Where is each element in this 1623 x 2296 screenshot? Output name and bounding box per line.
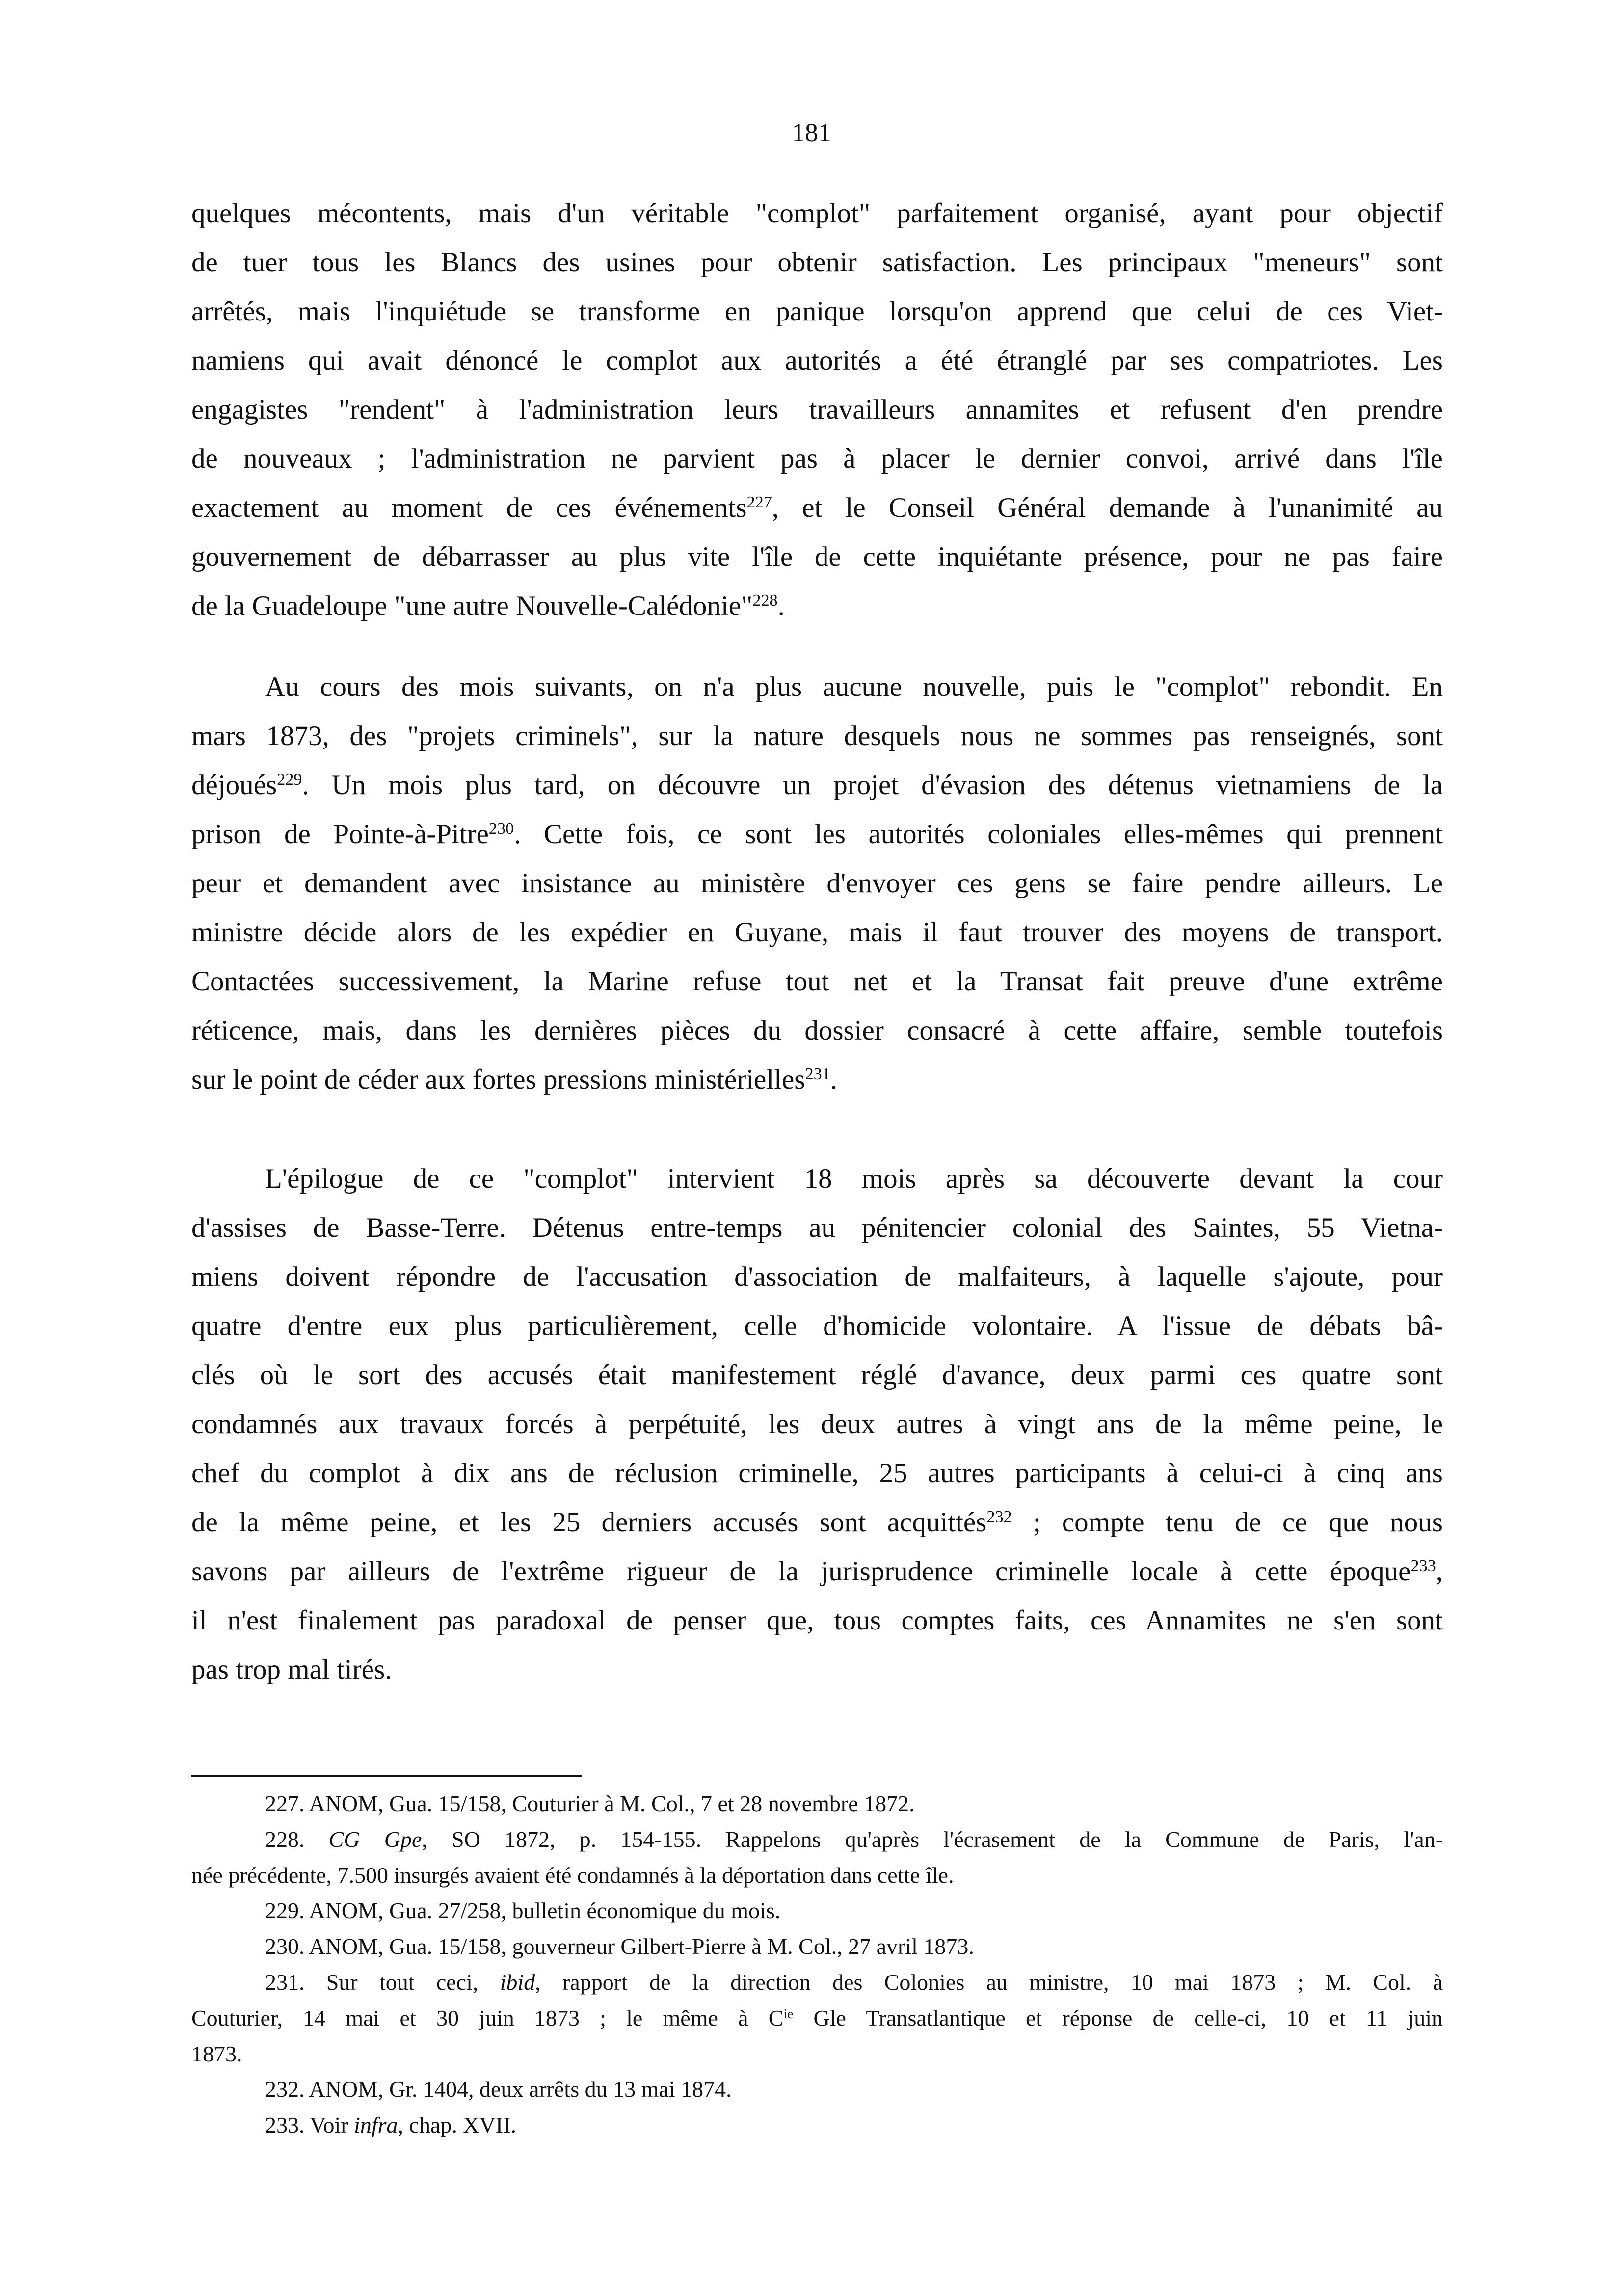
text-run: , et le Conseil Général demande à l'unanimité au bbox=[772, 492, 1443, 523]
text-line bbox=[191, 1965, 1443, 2001]
text-line bbox=[191, 1253, 1443, 1302]
text-run: , SO 1872, p. 154-155. Rappelons qu'après l'écrasement de la Commune de Paris, l'an- bbox=[422, 1826, 1443, 1852]
paragraph bbox=[191, 663, 1443, 1104]
italic-text: infra bbox=[354, 2112, 398, 2138]
text-run: arrêtés, mais l'inquiétude se transforme en panique lorsqu'on apprend que celui de ces Viet- bbox=[191, 296, 1443, 327]
text-run: sur le point de céder aux fortes pressions ministérielles bbox=[191, 1064, 805, 1095]
footnote-reference: 227 bbox=[746, 493, 772, 512]
text-run: Gle Transatlantique et réponse de celle-ci, 10 et 11 juin bbox=[793, 2005, 1443, 2030]
text-line bbox=[191, 712, 1443, 761]
text-line bbox=[191, 957, 1443, 1006]
text-line bbox=[191, 1596, 1443, 1645]
text-run: . bbox=[830, 1064, 838, 1095]
text-run: Couturier, 14 mai et 30 juin 1873 ; le même à C bbox=[191, 2005, 784, 2030]
text-line bbox=[191, 1351, 1443, 1400]
text-run: , bbox=[1436, 1556, 1443, 1587]
text-run: savons par ailleurs de l'extrême rigueur de la jurisprudence criminelle locale à cette époque bbox=[191, 1556, 1411, 1587]
text-line bbox=[191, 1006, 1443, 1055]
footnote bbox=[191, 1786, 1443, 1822]
footnote-reference: 230 bbox=[488, 820, 514, 838]
text-run: de tuer tous les Blancs des usines pour obtenir satisfaction. Les principaux "meneurs" sont bbox=[191, 247, 1443, 278]
text-run: 233. Voir bbox=[265, 2112, 354, 2138]
text-line bbox=[191, 761, 1443, 810]
text-line bbox=[191, 1893, 1443, 1929]
text-run: 228. bbox=[265, 1826, 329, 1852]
text-line bbox=[191, 1645, 1443, 1694]
text-run: mars 1873, des "projets criminels", sur la nature desquels nous ne sommes pas renseignés, sont bbox=[191, 721, 1443, 751]
text-line bbox=[191, 810, 1443, 859]
text-line bbox=[191, 287, 1443, 336]
text-line bbox=[191, 1498, 1443, 1547]
text-run: L'épilogue de ce "complot" intervient 18 mois après sa découverte devant la cour bbox=[265, 1163, 1443, 1194]
text-run: miens doivent répondre de l'accusation d'association de malfaiteurs, à laquelle s'ajoute, pour bbox=[191, 1261, 1443, 1292]
page-number: 181 bbox=[792, 118, 831, 147]
text-run: ministre décide alors de les expédier en Guyane, mais il faut trouver des moyens de transport. bbox=[191, 917, 1443, 948]
text-run: Contactées successivement, la Marine refuse tout net et la Transat fait preuve d'une extrême bbox=[191, 966, 1443, 997]
footnote-reference: 232 bbox=[986, 1508, 1012, 1526]
text-run: . bbox=[777, 590, 785, 621]
text-line bbox=[191, 1858, 1443, 1894]
footnote-reference: 233 bbox=[1410, 1557, 1436, 1575]
text-run: pas trop mal tirés. bbox=[191, 1654, 392, 1685]
text-run: de la même peine, et les 25 derniers accusés sont acquittés bbox=[191, 1507, 987, 1538]
footnote bbox=[191, 2072, 1443, 2108]
footnote bbox=[191, 1965, 1443, 2072]
italic-text: ibid bbox=[500, 1969, 535, 1995]
text-run: gouvernement de débarrasser au plus vite l'île de cette inquiétante présence, pour ne pas faire bbox=[191, 541, 1443, 572]
text-run: peur et demandent avec insistance au ministère d'envoyer ces gens se faire pendre ailleurs. Le bbox=[191, 868, 1443, 899]
text-line bbox=[191, 908, 1443, 957]
text-run: réticence, mais, dans les dernières pièces du dossier consacré à cette affaire, semble toutefois bbox=[191, 1015, 1443, 1046]
text-run: quelques mécontents, mais d'un véritable "complot" parfaitement organisé, ayant pour objectif bbox=[191, 198, 1443, 229]
text-line bbox=[191, 238, 1443, 287]
text-run: 1873. bbox=[191, 2041, 242, 2066]
text-line bbox=[191, 1055, 1443, 1104]
text-line bbox=[191, 483, 1443, 533]
text-run: déjoués bbox=[191, 770, 277, 801]
text-run: , chap. XVII. bbox=[398, 2112, 516, 2138]
text-run: il n'est finalement pas paradoxal de penser que, tous comptes faits, ces Annamites ne s'en sont bbox=[191, 1605, 1443, 1636]
text-run: exactement au moment de ces événements bbox=[191, 492, 747, 523]
text-line bbox=[191, 2072, 1443, 2108]
text-line bbox=[191, 1203, 1443, 1253]
text-run: prison de Pointe-à-Pitre bbox=[191, 819, 489, 850]
text-run: de la Guadeloupe "une autre Nouvelle-Calédonie" bbox=[191, 590, 753, 621]
text-run: née précédente, 7.500 insurgés avaient été condamnés à la déportation dans cette île. bbox=[191, 1862, 954, 1888]
footnote-reference: 229 bbox=[277, 771, 302, 789]
text-run: de nouveaux ; l'administration ne parvient pas à placer le dernier convoi, arrivé dans l'île bbox=[191, 443, 1443, 474]
paragraph bbox=[191, 1154, 1443, 1694]
text-run: 229. ANOM, Gua. 27/258, bulletin économique du mois. bbox=[265, 1898, 781, 1923]
text-line bbox=[191, 189, 1443, 238]
text-run: . Cette fois, ce sont les autorités coloniales elles-mêmes qui prennent bbox=[514, 819, 1443, 850]
footnote bbox=[191, 1929, 1443, 1965]
text-run: quatre d'entre eux plus particulièrement, celle d'homicide volontaire. A l'issue de débats bâ- bbox=[191, 1310, 1443, 1341]
footnote bbox=[191, 2108, 1443, 2143]
footnote-reference: 228 bbox=[752, 591, 778, 610]
text-line bbox=[191, 1547, 1443, 1596]
text-line bbox=[191, 1154, 1443, 1203]
text-line bbox=[191, 336, 1443, 385]
footnote bbox=[191, 1893, 1443, 1929]
text-run: . Un mois plus tard, on découvre un projet d'évasion des détenus vietnamiens de la bbox=[302, 770, 1443, 801]
text-line bbox=[191, 1400, 1443, 1449]
text-run: , rapport de la direction des Colonies au ministre, 10 mai 1873 ; M. Col. à bbox=[535, 1969, 1443, 1995]
text-run: clés où le sort des accusés était manifestement réglé d'avance, deux parmi ces quatre sont bbox=[191, 1360, 1443, 1390]
footnote-separator bbox=[191, 1775, 582, 1777]
text-run: Au cours des mois suivants, on n'a plus aucune nouvelle, puis le "complot" rebondit. En bbox=[265, 671, 1443, 702]
text-line bbox=[191, 859, 1443, 908]
text-run: ; compte tenu de ce que nous bbox=[1011, 1507, 1443, 1538]
text-line bbox=[191, 385, 1443, 434]
italic-text: CG Gpe bbox=[328, 1826, 422, 1852]
text-run: chef du complot à dix ans de réclusion criminelle, 25 autres participants à celui-ci à cinq ans bbox=[191, 1458, 1443, 1489]
paragraph bbox=[191, 189, 1443, 631]
text-run: engagistes "rendent" à l'administration leurs travailleurs annamites et refusent d'en prendre bbox=[191, 394, 1443, 425]
text-line bbox=[191, 2036, 1443, 2072]
text-line bbox=[191, 2108, 1443, 2143]
text-line bbox=[191, 1449, 1443, 1498]
text-run: 232. ANOM, Gr. 1404, deux arrêts du 13 mai 1874. bbox=[265, 2077, 732, 2102]
text-run: condamnés aux travaux forcés à perpétuité, les deux autres à vingt ans de la même peine, le bbox=[191, 1409, 1443, 1440]
text-line bbox=[191, 1929, 1443, 1965]
text-line bbox=[191, 1786, 1443, 1822]
text-line bbox=[191, 582, 1443, 631]
text-line bbox=[191, 2001, 1443, 2036]
footnote-reference: 231 bbox=[805, 1065, 830, 1084]
text-line bbox=[191, 663, 1443, 712]
text-line bbox=[191, 533, 1443, 582]
text-run: namiens qui avait dénoncé le complot aux autorités a été étranglé par ses compatriotes. Les bbox=[191, 345, 1443, 376]
text-line bbox=[191, 1822, 1443, 1858]
footnote-reference: ie bbox=[783, 2005, 794, 2021]
footnotes bbox=[191, 1786, 1443, 2143]
text-run: 231. Sur tout ceci, bbox=[265, 1969, 500, 1995]
text-line bbox=[191, 434, 1443, 483]
text-run: 227. ANOM, Gua. 15/158, Couturier à M. Col., 7 et 28 novembre 1872. bbox=[265, 1791, 915, 1816]
text-run: d'assises de Basse-Terre. Détenus entre-temps au pénitencier colonial des Saintes, 55 Vietna- bbox=[191, 1212, 1443, 1243]
text-line bbox=[191, 1302, 1443, 1351]
text-run: 230. ANOM, Gua. 15/158, gouverneur Gilbert-Pierre à M. Col., 27 avril 1873. bbox=[265, 1934, 974, 1959]
footnote bbox=[191, 1822, 1443, 1894]
